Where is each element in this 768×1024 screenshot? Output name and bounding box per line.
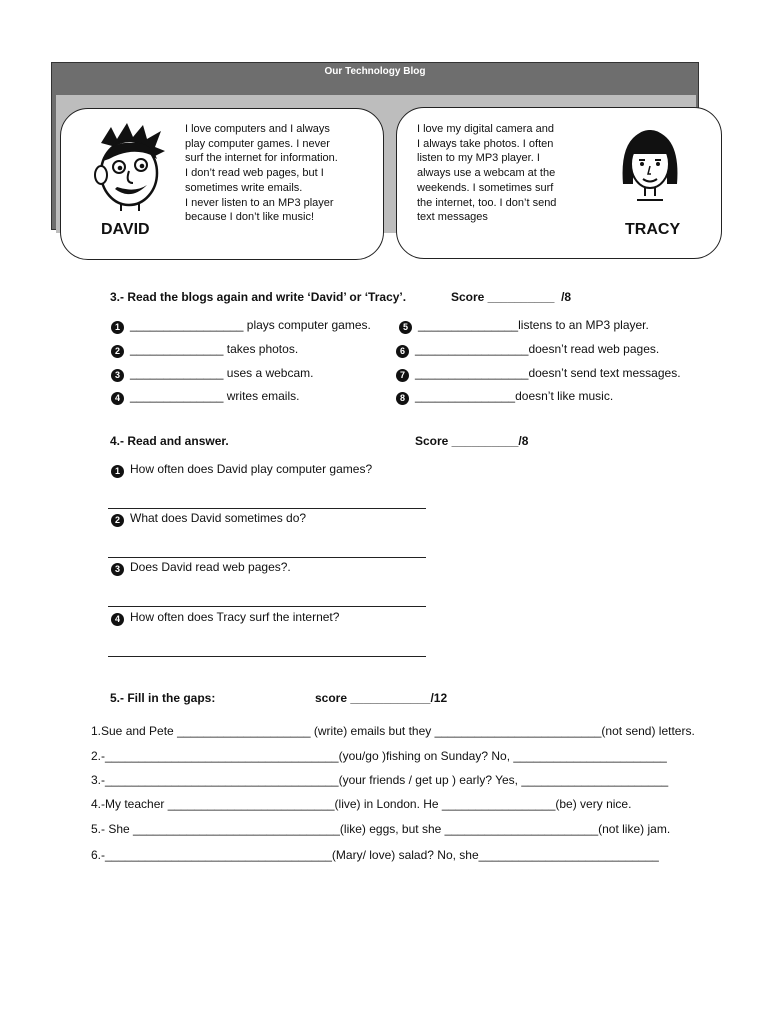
ex5-heading: 5.- Fill in the gaps: (110, 691, 216, 705)
ex3-item-text: _________________doesn’t send text messages. (415, 366, 681, 380)
ex4-answer-line-4[interactable] (108, 656, 426, 657)
ex3-item-1 (111, 318, 371, 334)
ex4-answer-line-3[interactable] (108, 606, 426, 607)
number-bullet-icon: 1 (111, 321, 124, 334)
ex4-answer-line-1[interactable] (108, 508, 426, 509)
ex4-question-text: How often does Tracy surf the internet? (130, 610, 340, 624)
tracy-girl-icon (617, 124, 683, 202)
ex4-question-1 (111, 462, 372, 478)
blog-title: Our Technology Blog (324, 66, 426, 77)
number-bullet-icon: 4 (111, 392, 124, 405)
ex5-line-4: 4.-My teacher _________________________(live) in London. He _________________(be) very nice. (91, 797, 632, 811)
ex4-question-text: Does David read web pages?. (130, 560, 291, 574)
ex3-item-text: _______________listens to an MP3 player. (418, 318, 649, 332)
david-blog-text: I love computers and I always play computer games. I never surf the internet for information. I don’t read web pages, but I sometimes write emails. I never listen to an MP3 player because I don’t like music! (185, 123, 338, 224)
ex4-question-text: How often does David play computer games? (130, 462, 373, 476)
ex3-item-5 (399, 318, 649, 334)
ex3-item-3 (111, 366, 313, 382)
ex4-heading: 4.- Read and answer. (110, 434, 229, 448)
ex5-line-2: 2.-___________________________________(you/go )fishing on Sunday? No, _______________________ (91, 749, 667, 763)
ex3-item-text: _________________doesn’t read web pages. (415, 342, 660, 356)
ex3-item-6 (396, 342, 659, 358)
ex3-item-4 (111, 389, 299, 405)
ex4-score: Score __________/8 (415, 434, 529, 448)
ex3-item-text: _______________doesn’t like music. (415, 389, 614, 403)
david-name: DAVID (101, 221, 150, 238)
ex3-item-2 (111, 342, 298, 358)
ex3-item-7 (396, 366, 681, 382)
number-bullet-icon: 2 (111, 345, 124, 358)
number-bullet-icon: 2 (111, 514, 124, 527)
david-boy-icon (91, 121, 171, 213)
ex4-question-4 (111, 610, 339, 626)
ex3-score: Score __________ /8 (451, 290, 572, 304)
tracy-card (396, 107, 722, 259)
ex5-score: score ____________/12 (315, 691, 448, 705)
tracy-blog-text: I love my digital camera and I always take photos. I often listen to my MP3 player. I always use a webcam at the weekends. I sometimes surf the internet, too. I don’t send text messages (417, 123, 557, 224)
ex5-line-1: 1.Sue and Pete ____________________ (write) emails but they _________________________(not send) letters. (91, 724, 695, 738)
ex4-question-3 (111, 560, 291, 576)
ex4-question-2 (111, 511, 306, 527)
tracy-name: TRACY (625, 221, 681, 238)
number-bullet-icon: 5 (399, 321, 412, 334)
number-bullet-icon: 3 (111, 563, 124, 576)
ex4-question-text: What does David sometimes do? (130, 511, 307, 525)
ex3-item-text: ______________ writes emails. (130, 389, 300, 403)
ex5-line-5: 5.- She _______________________________(like) eggs, but she _______________________(not like) jam. (91, 822, 671, 836)
ex3-item-text: ______________ takes photos. (130, 342, 299, 356)
ex5-line-3: 3.-___________________________________(your friends / get up ) early? Yes, ______________________ (91, 773, 669, 787)
number-bullet-icon: 1 (111, 465, 124, 478)
ex3-item-text: ______________ uses a webcam. (130, 366, 314, 380)
david-card (60, 108, 384, 260)
ex3-item-8 (396, 389, 613, 405)
ex3-heading: 3.- Read the blogs again and write ‘David’ or ‘Tracy’. (110, 290, 407, 304)
number-bullet-icon: 7 (396, 369, 409, 382)
number-bullet-icon: 6 (396, 345, 409, 358)
ex3-item-text: _________________ plays computer games. (130, 318, 371, 332)
number-bullet-icon: 3 (111, 369, 124, 382)
ex5-line-6: 6.-__________________________________(Mary/ love) salad? No, she___________________________ (91, 848, 659, 862)
ex4-answer-line-2[interactable] (108, 557, 426, 558)
number-bullet-icon: 4 (111, 613, 124, 626)
number-bullet-icon: 8 (396, 392, 409, 405)
